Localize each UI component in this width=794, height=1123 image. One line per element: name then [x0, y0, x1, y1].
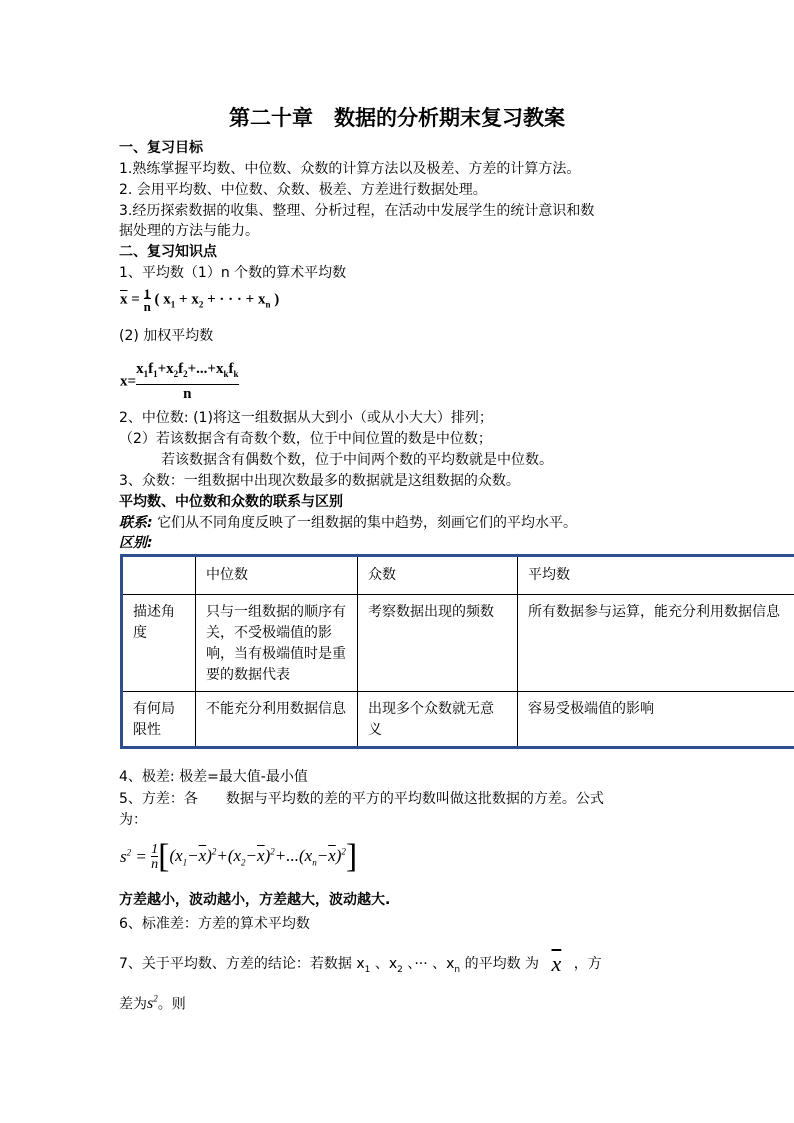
goal-3: 3.经历探索数据的收集、整理、分析过程，在活动中发展学生的统计意识和数: [119, 203, 595, 219]
difference-label: 区别:: [119, 535, 153, 551]
variance-formula: $s^2 = 1$ $n[(x_1-\overline{x})^2+(x_2-\overline{x})^2+...(x_n-\overline{x})^2]$: [120, 838, 358, 875]
median-line-1: 2、中位数: (1)将这一组数据从大到小（或从小大大）排列；: [119, 410, 493, 426]
mode-line: 3、众数：一组数据中出现次数最多的数据就是这组数据的众数。: [119, 473, 520, 489]
median-line-3: 若该数据含有偶数个数，位于中间两个数的平均数就是中位数。: [161, 452, 553, 468]
relation-line: [119, 514, 577, 532]
std-line: 6、标准差：方差的算术平均数: [119, 916, 310, 932]
weighted-formula: x= $x_1f_1+x_2f_2+...+x_kf_k$ n: [120, 361, 239, 402]
comparison-table: [120, 554, 794, 749]
table-row-label: 描述角度: [122, 595, 196, 692]
table-cell: 只与一组数据的顺序有关，不受极端值的影响，当有极端值时是重要的数据代表: [196, 595, 358, 692]
table-cell: 不能充分利用数据信息: [196, 692, 358, 748]
knowledge-heading: 二、复习知识点: [119, 244, 217, 260]
goals-heading: 一、复习目标: [119, 140, 203, 156]
table-row: [122, 595, 794, 692]
page-title: 第二十章 数据的分析期末复习教案: [229, 105, 565, 130]
weighted-line: (2) 加权平均数: [119, 328, 214, 344]
table-header-cell: [122, 556, 196, 595]
variance-line-2: 为：: [119, 812, 147, 828]
table-header-cell: 众数: [358, 556, 518, 595]
table-header-row: [122, 556, 794, 595]
goal-2: 2. 会用平均数、中位数、众数、极差、方差进行数据处理。: [119, 182, 487, 198]
table-header-cell: 中位数: [196, 556, 358, 595]
range-line: 4、极差: 极差=最大值-最小值: [119, 769, 308, 785]
variance-line-1: 5、方差：各 数据与平均数的差的平方的平均数叫做这批数据的方差。公式: [119, 791, 604, 807]
table-cell: 容易受极端值的影响: [518, 692, 794, 748]
variance-summary: 方差越小，波动越小，方差越大，波动越大.: [119, 892, 391, 908]
median-line-2: （2）若该数据含有奇数个数，位于中间位置的数是中位数；: [119, 431, 492, 447]
mean-formula: $\overline{x} = 1$ n ( $x_1 + x_2$ + · · · + $x_n$ ): [120, 286, 280, 314]
table-cell: 所有数据参与运算，能充分利用数据信息: [518, 595, 794, 692]
mean-line: 1、平均数（1）n 个数的算术平均数: [119, 265, 347, 281]
conclusion-line-1: 7、关于平均数、方差的结论：若数据 $x_1$ 、$x_2$ 、··· 、$x_n$ 的平均数 为 $\overline{x}$ ，方: [119, 951, 602, 976]
conclusion-line-2: 差为$s^2$。则: [119, 994, 186, 1013]
relation-heading: 平均数、中位数和众数的联系与区别: [119, 494, 343, 510]
table-row-label: 有何局限性: [122, 692, 196, 748]
relation-label: 联系:: [119, 515, 153, 531]
table-cell: 出现多个众数就无意义: [358, 692, 518, 748]
table-cell: 考察数据出现的频数: [358, 595, 518, 692]
table-header-cell: 平均数: [518, 556, 794, 595]
relation-text: 它们从不同角度反映了一组数据的集中趋势，刻画它们的平均水平。: [157, 515, 578, 531]
table-row: [122, 692, 794, 748]
goal-3-cont: 据处理的方法与能力。: [119, 223, 259, 239]
goal-1: 1.熟练掌握平均数、中位数、众数的计算方法以及极差、方差的计算方法。: [119, 161, 581, 177]
